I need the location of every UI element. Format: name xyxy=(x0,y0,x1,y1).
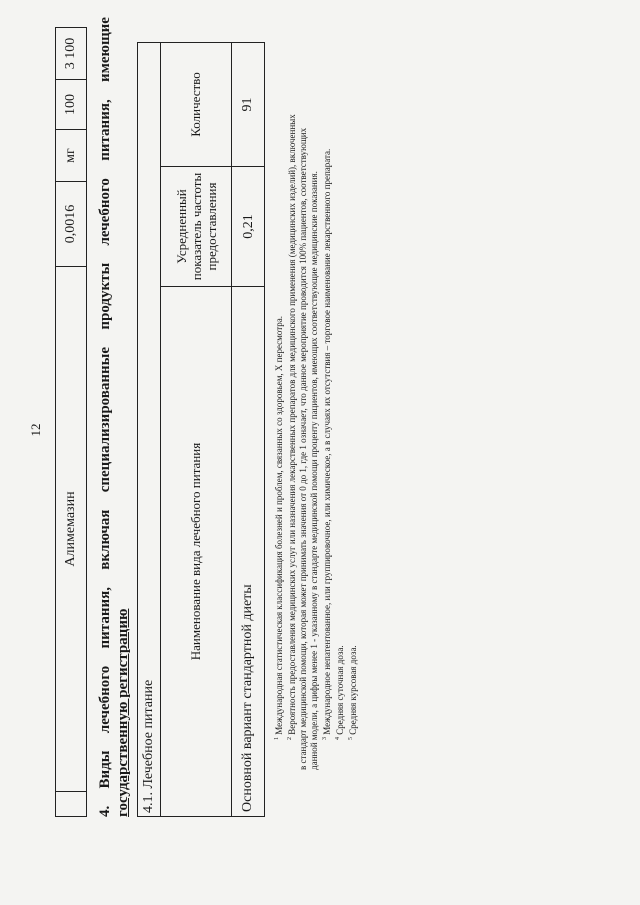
drug-table-row xyxy=(55,27,87,817)
heading-word: включая xyxy=(97,509,113,570)
heading-word: питания, xyxy=(97,587,113,649)
footnote-mark: 2 xyxy=(287,737,293,740)
nutrition-table-header xyxy=(161,43,232,816)
section-number: 4. xyxy=(97,805,113,817)
footnote-mark: 3 xyxy=(322,737,328,740)
heading-word: лечебного xyxy=(97,178,113,246)
footnote-mark: 4 xyxy=(335,737,341,740)
heading-word: специализированные xyxy=(97,346,113,493)
row-name: Основной вариант стандартной диеты xyxy=(232,286,264,816)
drug-ddd-cell: 0,0016 xyxy=(56,181,86,266)
footnote-text: Международная статистическая классификация болезней и проблем, связанных со здоровьем, X пересмотра. xyxy=(274,315,284,735)
footnote-text: Вероятность предоставления медицинских услуг или назначения лекарственных препаратов для медицинского применения (медицинских изделий), включенных в стандарт медицинской помощи, которая может принимать значения от 0 до 1, где 1 означает, что данное мероприятие проводится 100% пациентов, соответствующих данной модели, а цифры менее 1 - указанному в стандарте медицинской помощи проценту пациентов, имеющих соответствующие медицинские показания. xyxy=(287,114,319,770)
heading-word: лечебного xyxy=(97,665,113,734)
heading-word: продукты xyxy=(97,262,113,330)
footnote-text: Международное непатентованное, или группировочное, или химическое, а в случаях их отсутствия – торговое наименование лекарственного препарата. xyxy=(322,148,332,735)
row-quantity: 91 xyxy=(240,97,255,112)
drug-unit-cell: мг xyxy=(56,129,86,181)
footnote-text: Средняя суточная доза. xyxy=(335,645,345,735)
footnote xyxy=(346,110,359,770)
heading-word: имеющие xyxy=(97,17,113,82)
header-quantity: Количество xyxy=(188,72,203,137)
footnotes xyxy=(272,110,359,770)
footnote-mark: 1 xyxy=(274,737,280,740)
table-row xyxy=(232,43,264,816)
row-frequency: 0,21 xyxy=(232,166,264,286)
nutrition-table xyxy=(137,42,265,817)
drug-blank-cell xyxy=(56,791,86,816)
section-heading xyxy=(96,17,132,817)
nutrition-table-title: 4.1. Лечебное питание xyxy=(138,43,161,816)
header-frequency: Усредненный показатель частоты предоставления xyxy=(161,166,231,286)
footnote xyxy=(320,110,333,770)
section-heading-line1 xyxy=(96,17,114,817)
section-heading-line2: государственную регистрацию xyxy=(115,608,131,817)
footnote xyxy=(272,110,285,770)
drug-name-cell: Алимемазин xyxy=(56,266,86,791)
footnote xyxy=(333,110,346,770)
page-number: 12 xyxy=(28,423,43,437)
header-name: Наименование вида лечебного питания xyxy=(161,286,231,816)
footnote xyxy=(285,110,320,770)
footnote-mark: 5 xyxy=(348,737,354,740)
heading-word: Виды xyxy=(97,750,113,789)
heading-word: питания, xyxy=(97,99,113,161)
drug-skd-cell: 3 100 xyxy=(63,37,78,70)
drug-sdd-cell: 100 xyxy=(56,79,86,129)
footnote-text: Средняя курсовая доза. xyxy=(348,645,358,735)
